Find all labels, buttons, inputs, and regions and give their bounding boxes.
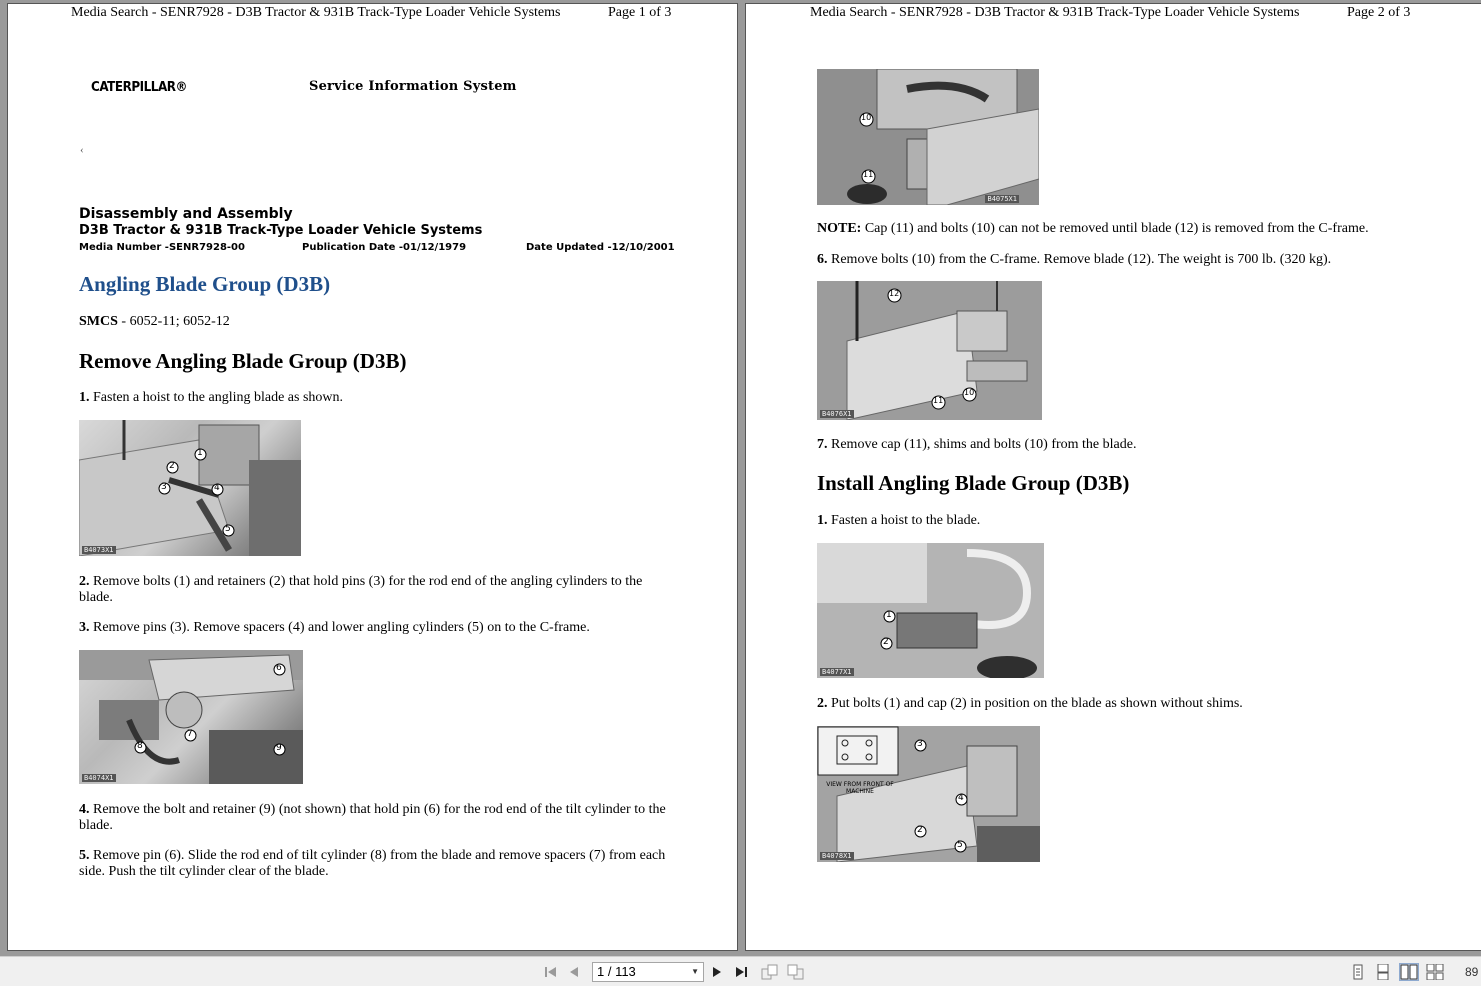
step-number: 2. — [79, 574, 90, 589]
zoom-level[interactable]: 89 — [1465, 965, 1479, 979]
smcs-label: SMCS — [79, 314, 118, 329]
continuous-page-icon — [1374, 964, 1392, 980]
page-title: Angling Blade Group (D3B) — [79, 272, 331, 296]
step-number: 4. — [79, 802, 90, 817]
step-text: Remove the bolt and retainer (9) (not shown) that hold pin (6) for the rod end of the tilt cylinder to the blade. — [79, 802, 666, 833]
continuous-view-button[interactable] — [1373, 963, 1393, 981]
figure-caption: B4073X1 — [84, 546, 114, 554]
figure-caption: B4074X1 — [84, 774, 114, 782]
figure-b4075: 10 11 B4075X1 — [817, 69, 1039, 205]
step-number: 1. — [79, 390, 90, 405]
step-number: 3. — [79, 620, 90, 635]
two-page-view-button[interactable] — [1399, 963, 1419, 981]
doc-subtitle: D3B Tractor & 931B Track-Type Loader Vehicle Systems — [79, 223, 483, 238]
step-text: Fasten a hoist to the angling blade as shown. — [89, 390, 344, 405]
media-number: Media Number -SENR7928-00 — [79, 242, 245, 253]
single-page-icon — [1349, 964, 1367, 980]
page-header-number: Page 1 of 3 — [608, 5, 672, 20]
figure-caption: B4078X1 — [822, 852, 852, 860]
system-title: Service Information System — [309, 79, 517, 94]
figure-b4073: 1 2 3 4 5 B4073X1 — [79, 420, 301, 556]
step-text: Remove pins (3). Remove spacers (4) and lower angling cylinders (5) on to the C-frame. — [89, 620, 590, 635]
doc-type: Disassembly and Assembly — [79, 206, 293, 222]
page-header-number: Page 2 of 3 — [1347, 5, 1411, 20]
step-4 — [79, 802, 669, 834]
section-title-install: Install Angling Blade Group (D3B) — [817, 471, 1130, 495]
single-page-view-button[interactable] — [1348, 963, 1368, 981]
previous-page-icon — [566, 964, 582, 980]
step-number: 1. — [817, 513, 828, 528]
install-step-1 — [817, 513, 1437, 529]
first-page-icon — [542, 964, 558, 980]
last-page-icon — [734, 964, 750, 980]
figure-caption: B4075X1 — [987, 195, 1017, 203]
two-page-continuous-view-button[interactable] — [1425, 963, 1445, 981]
step-text: Remove bolts (10) from the C-frame. Remove blade (12). The weight is 700 lb. (320 kg). — [827, 252, 1332, 267]
step-text: Put bolts (1) and cap (2) in position on the blade as shown without shims. — [827, 696, 1243, 711]
first-page-button[interactable] — [542, 964, 558, 980]
step-1 — [79, 390, 669, 406]
step-number: 2. — [817, 696, 828, 711]
step-number: 6. — [817, 252, 828, 267]
step-number: 5. — [79, 848, 90, 863]
figure-caption: B4077X1 — [822, 668, 852, 676]
two-page-icon — [1400, 964, 1418, 980]
smcs-line — [79, 314, 230, 330]
step-2 — [79, 574, 669, 606]
caterpillar-logo: CATERPILLAR® — [91, 80, 188, 95]
page-number-select[interactable] — [592, 962, 704, 982]
document-page-1 — [7, 3, 738, 951]
next-view-button[interactable] — [787, 964, 803, 980]
note-text: Cap (11) and bolts (10) can not be removed until blade (12) is removed from the C-frame. — [861, 221, 1369, 236]
page-header-title: Media Search - SENR7928 - D3B Tractor & 931B Track-Type Loader Vehicle Systems — [71, 5, 561, 20]
figure-caption: B4076X1 — [822, 410, 852, 418]
next-page-button[interactable] — [709, 964, 725, 980]
step-text: Remove pin (6). Slide the rod end of tilt cylinder (8) from the blade and remove spacers (7) from each side. Push the tilt cylinder clear of the blade. — [79, 848, 666, 879]
next-page-icon — [709, 964, 725, 980]
previous-view-button[interactable] — [761, 964, 777, 980]
step-text: Fasten a hoist to the blade. — [827, 513, 981, 528]
note — [817, 221, 1437, 237]
step-5 — [79, 848, 669, 880]
figure-inset-label: VIEW FROM FRONT OF MACHINE — [826, 781, 894, 795]
step-text: Remove bolts (1) and retainers (2) that hold pins (3) for the rod end of the angling cylinders to the blade. — [79, 574, 643, 605]
chevron-down-icon: ▼ — [691, 967, 699, 976]
figure-b4077: 1 2 B4077X1 — [817, 543, 1044, 678]
next-view-icon — [787, 964, 805, 980]
two-page-continuous-icon — [1426, 964, 1444, 980]
step-3 — [79, 620, 669, 636]
viewer-toolbar — [0, 956, 1481, 986]
page-number-value: 1 / 113 — [597, 964, 636, 979]
previous-view-icon — [761, 964, 779, 980]
last-page-button[interactable] — [734, 964, 750, 980]
step-text: Remove cap (11), shims and bolts (10) from the blade. — [827, 437, 1137, 452]
back-link-icon[interactable]: ‹ — [80, 144, 84, 156]
figure-b4076: 12 11 10 B4076X1 — [817, 281, 1042, 420]
publication-date: Publication Date -01/12/1979 — [302, 242, 467, 253]
page-header-title: Media Search - SENR7928 - D3B Tractor & 931B Track-Type Loader Vehicle Systems — [810, 5, 1300, 20]
document-page-2 — [745, 3, 1481, 951]
smcs-value: - 6052-11; 6052-12 — [117, 314, 230, 329]
step-number: 7. — [817, 437, 828, 452]
figure-b4074: 6 7 8 9 B4074X1 — [79, 650, 303, 784]
step-6 — [817, 252, 1437, 268]
previous-page-button[interactable] — [566, 964, 582, 980]
step-7 — [817, 437, 1437, 453]
figure-b4078: VIEW FROM FRONT OF MACHINE 3 4 2 5 B4078X1 — [817, 726, 1040, 862]
note-label: NOTE: — [817, 221, 862, 236]
section-title-remove: Remove Angling Blade Group (D3B) — [79, 349, 407, 373]
date-updated: Date Updated -12/10/2001 — [526, 242, 675, 253]
install-step-2 — [817, 696, 1437, 712]
